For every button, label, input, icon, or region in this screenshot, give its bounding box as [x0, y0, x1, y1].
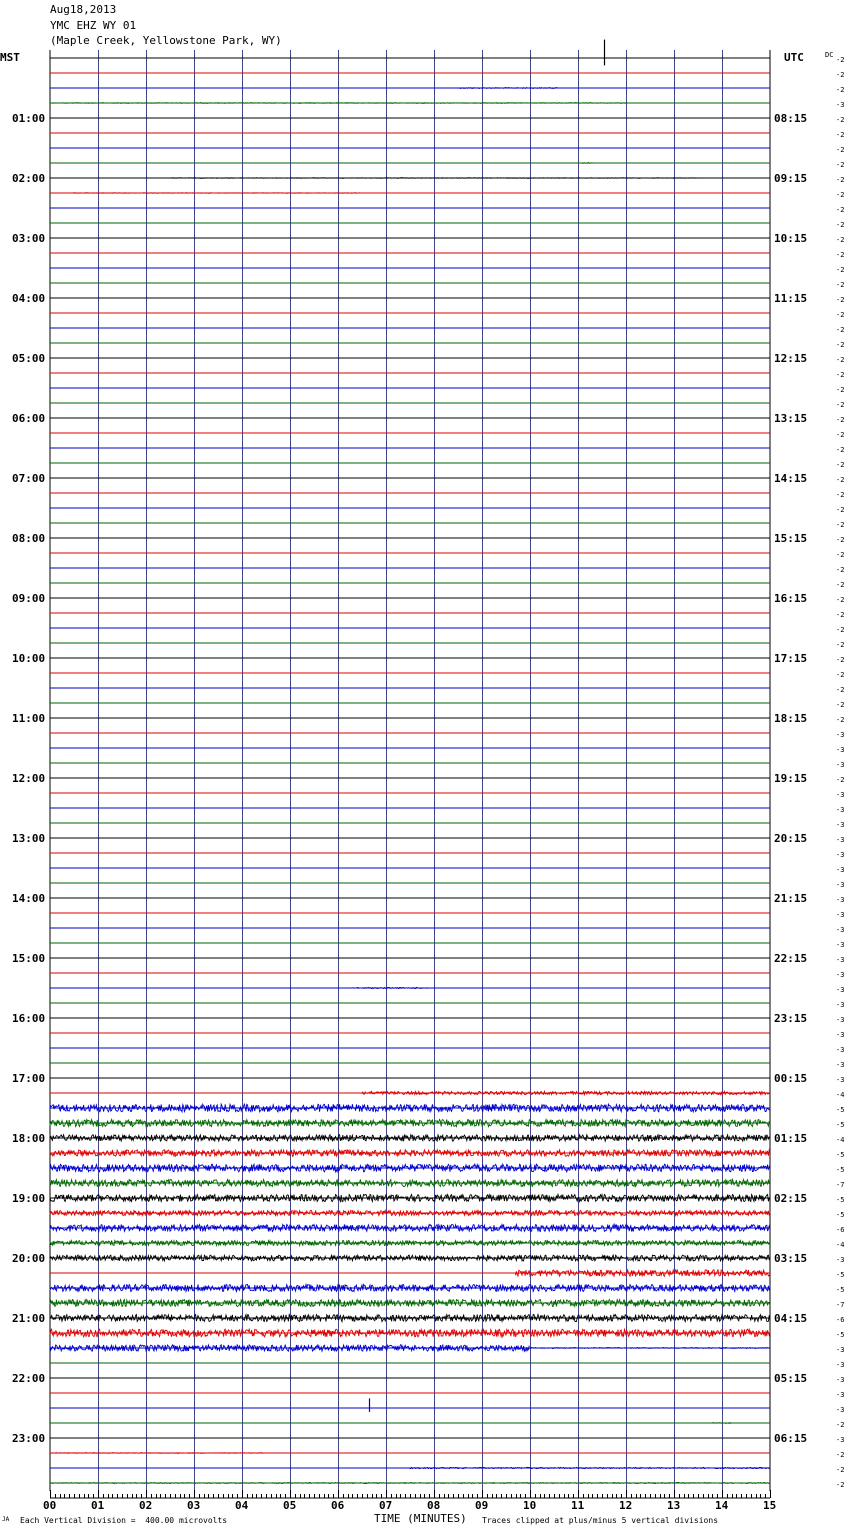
- clip-note: Traces clipped at plus/minus 5 vertical divisions: [482, 1516, 719, 1525]
- dc-offset-value: -2: [836, 371, 845, 379]
- trace-activity: [50, 1120, 770, 1127]
- x-tick-label: 09: [475, 1499, 489, 1512]
- utc-hour-label: 09:15: [774, 172, 808, 185]
- dc-offset-value: -2: [836, 221, 845, 229]
- dc-offset-value: -3: [836, 866, 845, 874]
- dc-offset-value: -2: [836, 386, 845, 394]
- dc-offset-value: -2: [836, 131, 845, 139]
- dc-offset-value: -3: [836, 1436, 845, 1444]
- corner-mark: JA: [2, 1516, 10, 1523]
- dc-offset-value: -7: [836, 1301, 845, 1309]
- dc-offset-value: -3: [836, 851, 845, 859]
- x-tick-label: 05: [283, 1499, 297, 1512]
- x-tick-label: 12: [619, 1499, 633, 1512]
- x-axis-title: TIME (MINUTES): [374, 1512, 467, 1525]
- plot-date: Aug18,2013: [50, 3, 117, 16]
- utc-hour-label: 08:15: [774, 112, 808, 125]
- dc-offset-value: -5: [836, 1211, 845, 1219]
- dc-offset-value: -2: [836, 431, 845, 439]
- dc-offset-value: -2: [836, 506, 845, 514]
- mst-hour-label: 10:00: [12, 652, 46, 665]
- dc-offset-value: -3: [836, 746, 845, 754]
- mst-hour-label: 04:00: [12, 292, 46, 305]
- dc-offset-value: -2: [836, 461, 845, 469]
- dc-offset-value: -2: [836, 446, 845, 454]
- x-tick-label: 11: [571, 1499, 585, 1512]
- dc-offset-value: -3: [836, 911, 845, 919]
- seismic-traces: [50, 40, 770, 1484]
- mst-hour-label: 20:00: [12, 1252, 46, 1265]
- dc-offset-value: -2: [836, 491, 845, 499]
- dc-offset-value: -2: [836, 266, 845, 274]
- mst-hour-label: 09:00: [12, 592, 46, 605]
- utc-hour-label: 04:15: [774, 1312, 808, 1325]
- dc-offset-value: -2: [836, 536, 845, 544]
- dc-offset-value: -2: [836, 671, 845, 679]
- mst-hour-label: 12:00: [12, 772, 46, 785]
- dc-offset-value: -3: [836, 1406, 845, 1414]
- utc-hour-label: 11:15: [774, 292, 808, 305]
- utc-hour-label: 16:15: [774, 592, 808, 605]
- utc-hour-label: 05:15: [774, 1372, 808, 1385]
- dc-offset-value: -2: [836, 116, 845, 124]
- dc-offset-value: -5: [836, 1271, 845, 1279]
- dc-offset-value: -2: [836, 581, 845, 589]
- dc-offset-value: -2: [836, 161, 845, 169]
- dc-offset-value: -3: [836, 956, 845, 964]
- x-tick-label: 03: [187, 1499, 201, 1512]
- dc-offset-value: -2: [836, 551, 845, 559]
- trace-activity: [50, 1240, 770, 1245]
- dc-offset-value: -3: [836, 1001, 845, 1009]
- dc-offset-value: -3: [836, 1031, 845, 1039]
- mst-hour-label: 06:00: [12, 412, 46, 425]
- utc-hour-label: 13:15: [774, 412, 808, 425]
- dc-offset-value: -3: [836, 881, 845, 889]
- x-tick-label: 07: [379, 1499, 393, 1512]
- dc-offset-value: -3: [836, 1346, 845, 1354]
- trace-activity: [50, 1164, 770, 1172]
- mst-hour-label: 16:00: [12, 1012, 46, 1025]
- station-code: YMC EHZ WY 01: [50, 19, 137, 32]
- dc-offset-value: -3: [836, 1376, 845, 1384]
- dc-offset-value: -2: [836, 341, 845, 349]
- dc-offset-value: -3: [836, 791, 845, 799]
- dc-offset-value: -2: [836, 611, 845, 619]
- dc-offset-value: -4: [836, 1136, 845, 1144]
- dc-offset-value: -2: [836, 326, 845, 334]
- dc-offset-value: -3: [836, 1061, 845, 1069]
- vertical-division-note: Each Vertical Division = 400.00 microvolts: [20, 1516, 228, 1525]
- utc-hour-label: 00:15: [774, 1072, 808, 1085]
- dc-offset-value: -2: [836, 206, 845, 214]
- trace-activity: [50, 1453, 265, 1454]
- utc-hour-label: 20:15: [774, 832, 808, 845]
- dc-offset-value: -2: [836, 401, 845, 409]
- dc-offset-value: -2: [836, 296, 845, 304]
- x-tick-label: 10: [523, 1499, 537, 1512]
- x-tick-label: 08: [427, 1499, 441, 1512]
- dc-offset-value: -3: [836, 1016, 845, 1024]
- utc-hour-label: 21:15: [774, 892, 808, 905]
- dc-offset-value: -3: [836, 1256, 845, 1264]
- station-location: (Maple Creek, Yellowstone Park, WY): [50, 34, 282, 47]
- dc-offset-value: -2: [836, 641, 845, 649]
- x-tick-label: 00: [43, 1499, 57, 1512]
- utc-hour-label: 10:15: [774, 232, 808, 245]
- mst-hour-label: 05:00: [12, 352, 46, 365]
- utc-hour-label: 18:15: [774, 712, 808, 725]
- dc-offset-value: -2: [836, 656, 845, 664]
- time-axis: [43, 1490, 776, 1512]
- dc-offset-value: -3: [836, 971, 845, 979]
- utc-hour-label: 01:15: [774, 1132, 808, 1145]
- dc-offset-value: -5: [836, 1331, 845, 1339]
- dc-offset-value: -2: [836, 176, 845, 184]
- dc-offset-value: -3: [836, 821, 845, 829]
- dc-offset-value: -2: [836, 356, 845, 364]
- utc-hour-label: 12:15: [774, 352, 808, 365]
- mst-hour-label: 19:00: [12, 1192, 46, 1205]
- dc-offset-value: -2: [836, 146, 845, 154]
- utc-hour-label: 22:15: [774, 952, 808, 965]
- x-tick-label: 06: [331, 1499, 345, 1512]
- dc-offset-value: -5: [836, 1286, 845, 1294]
- dc-offset-value: -5: [836, 1166, 845, 1174]
- utc-hour-label: 02:15: [774, 1192, 808, 1205]
- dc-offset-value: -2: [836, 476, 845, 484]
- mst-hour-label: 07:00: [12, 472, 46, 485]
- dc-offset-value: -2: [836, 1451, 845, 1459]
- dc-offset-value: -3: [836, 986, 845, 994]
- dc-offset-value: -5: [836, 1121, 845, 1129]
- mst-hour-label: 17:00: [12, 1072, 46, 1085]
- utc-hour-label: 15:15: [774, 532, 808, 545]
- utc-hour-label: 14:15: [774, 472, 808, 485]
- dc-offset-value: -3: [836, 926, 845, 934]
- dc-offset-value: -3: [836, 731, 845, 739]
- x-tick-label: 14: [715, 1499, 729, 1512]
- dc-offset-value: -2: [836, 56, 845, 64]
- dc-offset-value: -2: [836, 716, 845, 724]
- dc-offset-value: -2: [836, 626, 845, 634]
- utc-hour-label: 23:15: [774, 1012, 808, 1025]
- utc-hour-label: 03:15: [774, 1252, 808, 1265]
- mst-hour-label: 21:00: [12, 1312, 46, 1325]
- utc-hour-label: 06:15: [774, 1432, 808, 1445]
- dc-offset-value: -7: [836, 1181, 845, 1189]
- dc-offset-value: -3: [836, 1076, 845, 1084]
- utc-hour-label: 19:15: [774, 772, 808, 785]
- dc-offset-value: -2: [836, 416, 845, 424]
- dc-offset-value: -2: [836, 86, 845, 94]
- x-tick-label: 02: [139, 1499, 153, 1512]
- utc-label: UTC: [784, 51, 804, 64]
- dc-offset-value: -2: [836, 701, 845, 709]
- dc-offset-value: -2: [836, 566, 845, 574]
- x-tick-label: 15: [763, 1499, 777, 1512]
- trace-activity: [50, 1135, 770, 1141]
- dc-offset-value: -5: [836, 1196, 845, 1204]
- dc-offset-value: -3: [836, 941, 845, 949]
- utc-hour-label: 17:15: [774, 652, 808, 665]
- x-tick-label: 04: [235, 1499, 249, 1512]
- dc-offset-value: -2: [836, 596, 845, 604]
- dc-offset-value: -2: [836, 281, 845, 289]
- trace-activity: [50, 1195, 770, 1202]
- trace-activity: [50, 1104, 770, 1112]
- dc-offset-value: -2: [836, 236, 845, 244]
- mst-hour-label: 23:00: [12, 1432, 46, 1445]
- x-tick-label: 13: [667, 1499, 681, 1512]
- dc-offset-value: -3: [836, 1046, 845, 1054]
- mst-hour-label: 15:00: [12, 952, 46, 965]
- dc-offset-value: -4: [836, 1091, 845, 1099]
- mst-hour-label: 02:00: [12, 172, 46, 185]
- dc-offset-value: -3: [836, 836, 845, 844]
- dc-offset-value: -2: [836, 71, 845, 79]
- dc-offset-value: -3: [836, 101, 845, 109]
- dc-offset-value: -3: [836, 1361, 845, 1369]
- dc-offset-value: -2: [836, 776, 845, 784]
- mst-hour-label: 14:00: [12, 892, 46, 905]
- dc-offset-value: -4: [836, 1241, 845, 1249]
- dc-offset-value: -2: [836, 311, 845, 319]
- dc-offset-value: -3: [836, 806, 845, 814]
- dc-offset-value: -2: [836, 191, 845, 199]
- dc-offset-value: -5: [836, 1151, 845, 1159]
- dc-offset-value: -5: [836, 1106, 845, 1114]
- dc-offset-labels: [836, 56, 844, 1489]
- mst-hour-label: 18:00: [12, 1132, 46, 1145]
- dc-offset-value: -3: [836, 896, 845, 904]
- dc-offset-value: -6: [836, 1316, 845, 1324]
- vertical-gridlines: [50, 50, 770, 1491]
- dc-offset-value: -2: [836, 251, 845, 259]
- mst-hour-label: 03:00: [12, 232, 46, 245]
- dc-offset-value: -2: [836, 1421, 845, 1429]
- x-tick-label: 01: [91, 1499, 105, 1512]
- mst-hour-label: 13:00: [12, 832, 46, 845]
- dc-offset-value: -2: [836, 686, 845, 694]
- dc-offset-value: -2: [836, 521, 845, 529]
- mst-hour-label: 01:00: [12, 112, 46, 125]
- mst-hour-label: 22:00: [12, 1372, 46, 1385]
- mst-hour-label: 08:00: [12, 532, 46, 545]
- mst-label: MST: [0, 51, 20, 64]
- dc-offset-value: -3: [836, 1391, 845, 1399]
- dc-label: DC: [825, 51, 834, 59]
- dc-offset-value: -3: [836, 761, 845, 769]
- mst-hour-label: 11:00: [12, 712, 46, 725]
- dc-offset-value: -6: [836, 1226, 845, 1234]
- dc-offset-value: -2: [836, 1466, 845, 1474]
- dc-offset-value: -2: [836, 1481, 845, 1489]
